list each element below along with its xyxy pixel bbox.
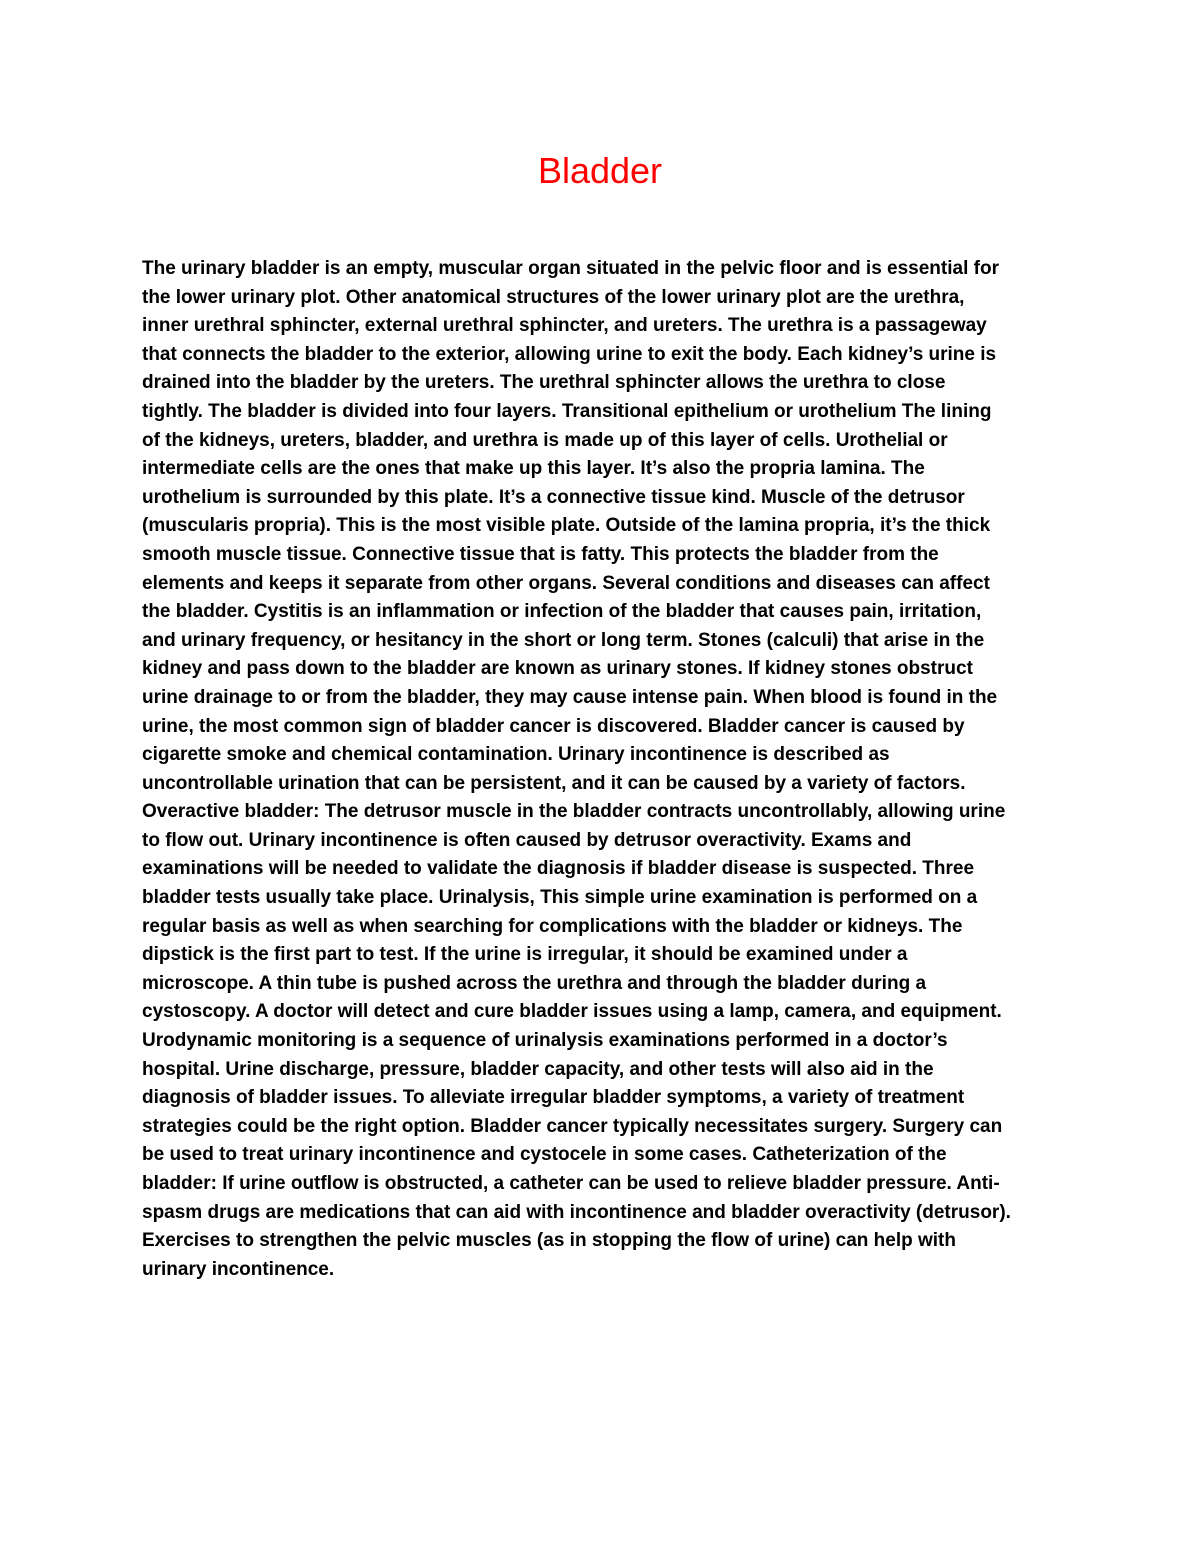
paragraph-line: spasm drugs are medications that can aid with incontinence and bladder overactivity (detrusor). <box>142 1201 1011 1223</box>
paragraph-line: Exercises to strengthen the pelvic muscles (as in stopping the flow of urine) can help with <box>142 1230 956 1252</box>
paragraph-line: cigarette smoke and chemical contamination. Urinary incontinence is described as <box>142 744 890 766</box>
paragraph-line: uncontrollable urination that can be persistent, and it can be caused by a variety of factors. <box>142 772 966 794</box>
paragraph-line: smooth muscle tissue. Connective tissue that is fatty. This protects the bladder from the <box>142 543 939 565</box>
paragraph-line: kidney and pass down to the bladder are known as urinary stones. If kidney stones obstruct <box>142 658 973 680</box>
paragraph-line: to flow out. Urinary incontinence is often caused by detrusor overactivity. Exams and <box>142 829 912 851</box>
paragraph-line: microscope. A thin tube is pushed across the urethra and through the bladder during a <box>142 972 927 994</box>
paragraph-line: elements and keeps it separate from other organs. Several conditions and diseases can affect <box>142 572 990 594</box>
document-title: Bladder <box>537 150 663 191</box>
paragraph-line: be used to treat urinary incontinence and cystocele in some cases. Catheterization of the <box>142 1144 947 1166</box>
paragraph-line: (muscularis propria). This is the most visible plate. Outside of the lamina propria, it’s the thick <box>142 515 991 537</box>
paragraph-line: diagnosis of bladder issues. To alleviate irregular bladder symptoms, a variety of treatment <box>142 1087 965 1109</box>
paragraph-line: cystoscopy. A doctor will detect and cure bladder issues using a lamp, camera, and equipment. <box>142 1001 1002 1023</box>
paragraph-line: The urinary bladder is an empty, muscular organ situated in the pelvic floor and is essential for <box>142 258 999 279</box>
paragraph-line: urothelium is surrounded by this plate. It’s a connective tissue kind. Muscle of the detrusor <box>142 486 965 508</box>
paragraph-line: Overactive bladder: The detrusor muscle in the bladder contracts uncontrollably, allowing urine <box>142 801 1006 823</box>
paragraph-line: urine drainage to or from the bladder, they may cause intense pain. When blood is found in the <box>142 686 998 708</box>
paragraph-line: the lower urinary plot. Other anatomical structures of the lower urinary plot are the urethra, <box>142 286 965 308</box>
body-paragraph <box>142 255 1062 1284</box>
paragraph-line: that connects the bladder to the exterior, allowing urine to exit the body. Each kidney’s urine is <box>142 343 997 365</box>
paragraph-line: examinations will be needed to validate the diagnosis if bladder disease is suspected. Three <box>142 858 975 880</box>
paragraph-line: regular basis as well as when searching for complications with the bladder or kidneys. The <box>142 915 963 937</box>
paragraph-line: tightly. The bladder is divided into four layers. Transitional epithelium or urothelium The lining <box>142 400 992 422</box>
paragraph-line: drained into the bladder by the ureters. The urethral sphincter allows the urethra to close <box>142 372 946 394</box>
paragraph-line: urinary incontinence. <box>142 1258 335 1280</box>
paragraph-line: bladder tests usually take place. Urinalysis, This simple urine examination is performed on a <box>142 887 978 909</box>
paragraph-line: of the kidneys, ureters, bladder, and urethra is made up of this layer of cells. Urothelial or <box>142 429 948 451</box>
paragraph-line: inner urethral sphincter, external urethral sphincter, and ureters. The urethra is a passageway <box>142 315 987 337</box>
paragraph-line: and urinary frequency, or hesitancy in the short or long term. Stones (calculi) that arise in the <box>142 629 985 651</box>
paragraph-line: intermediate cells are the ones that make up this layer. It’s also the propria lamina. The <box>142 458 925 480</box>
paragraph-line: dipstick is the first part to test. If the urine is irregular, it should be examined under a <box>142 944 908 966</box>
paragraph-line: hospital. Urine discharge, pressure, bladder capacity, and other tests will also aid in the <box>142 1058 934 1080</box>
paragraph-line: Urodynamic monitoring is a sequence of urinalysis examinations performed in a doctor’s <box>142 1030 948 1052</box>
paragraph-line: urine, the most common sign of bladder cancer is discovered. Bladder cancer is caused by <box>142 715 965 737</box>
paragraph-line: the bladder. Cystitis is an inflammation or infection of the bladder that causes pain, irritation, <box>142 601 982 623</box>
paragraph-line: bladder: If urine outflow is obstructed, a catheter can be used to relieve bladder pressure. Anti- <box>142 1173 1000 1194</box>
paragraph-line: strategies could be the right option. Bladder cancer typically necessitates surgery. Surgery can <box>142 1115 1003 1137</box>
